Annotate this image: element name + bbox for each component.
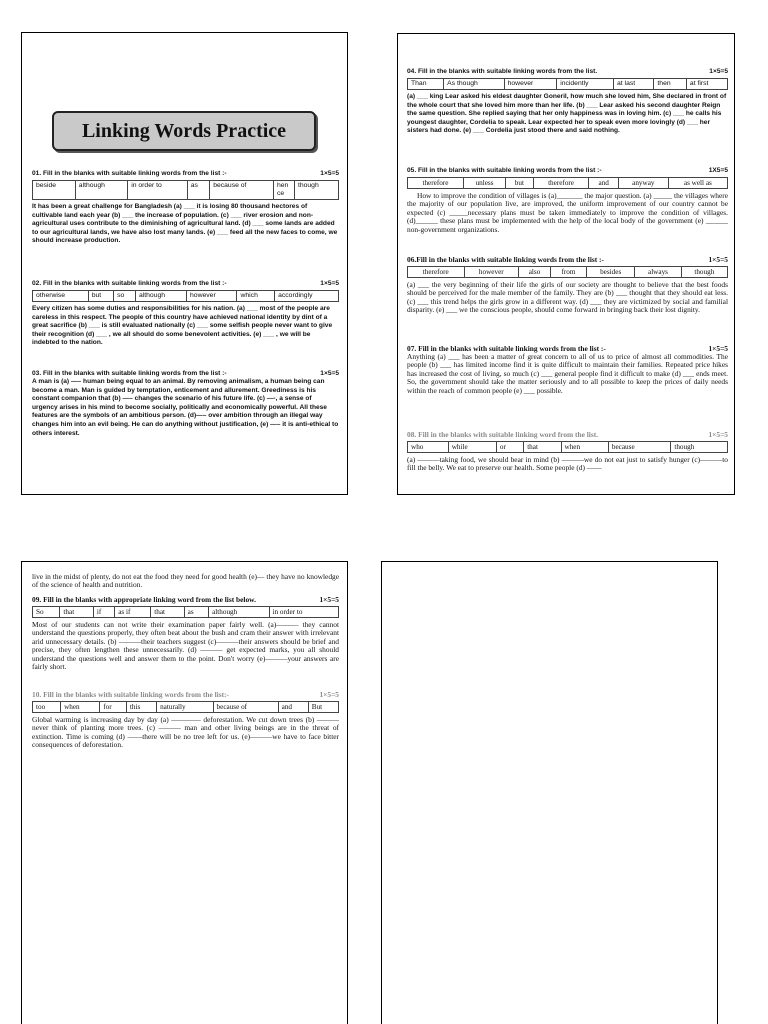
question-marks: 1×5=5 — [320, 280, 339, 287]
question-heading: 03. Fill in the blanks with suitable linking words from the list :- — [32, 370, 227, 377]
question-passage: A man is (a) —– human being equal to an animal. By removing animalism, a human being can become a man. Man is guided by temptation, enticement and allurement. Greediness is his constant companion that (b) —– changes the scenario of his future life. (c) —-, a sense of urgency arises in his mind to become socially, politically and economically powerful. All these features are the symbols of an ambitious person. (d)—– over ambition through an illegal way changes him into an evil being. He can do anything without justification, (e) —– it is anti-ethical to others interest. — [32, 378, 339, 437]
word-list-table — [32, 290, 339, 302]
word-list-table — [407, 177, 728, 189]
word-cell: as if — [115, 607, 151, 618]
word-cell: however — [464, 267, 519, 278]
word-cell: at last — [614, 79, 654, 90]
question-passage: (a) ___ the very beginning of their life the girls of our society are thought to believe that the best foods should be perceived for the male member of the family. They are (b) ___ thought that they should eat less. (c) ___ this trend helps the girls grow in a different way. (d) ___ they are victimized by social and familial disparity. (e) ___ we the conscious people, should come forward in bringing back their lost dignity. — [407, 280, 728, 315]
word-cell: if — [93, 607, 114, 618]
word-cell: although — [209, 607, 269, 618]
word-cell: So — [33, 607, 60, 618]
document-page-4 — [381, 561, 718, 1024]
word-cell: besides — [586, 267, 634, 278]
question-3 — [32, 369, 339, 438]
word-cell: but — [88, 291, 113, 302]
question-passage: Every citizen has some duties and responsibilities for his nation. (a) ___ most of the people are careless in this respect. The people of this country have achieved national identity by dint of a great sacrifice (b) ___ is still evaluated nationally (c) ___ some selfish people never want to give their recognition (d) ___ , we all should do some benevolent activities. (e) ___ , we will be indebted to the nation. — [32, 305, 333, 347]
question-2 — [32, 279, 339, 348]
word-cell: in order to — [128, 181, 188, 200]
word-cell: although — [75, 181, 127, 200]
word-cell: so — [114, 291, 136, 302]
question-marks: 1×5=5 — [319, 690, 339, 699]
word-cell: therefore — [533, 178, 589, 189]
word-cell: naturally — [157, 702, 213, 713]
word-cell: however — [504, 79, 557, 90]
question-passage: Most of our students can not write their examination paper fairly well. (a)——— they cannot understand the questions properly, they often beat about the bush and cram their answer with irrelevant arid unnecessary details. (b) ———their teachers suggest (c)———their answers should be brief and precise, they often lengthen these unnecessarily. (d) ——— get expected marks, you all should understand the questions well and answer them to the point. Don't worry (e)———your answers are fairly short. — [32, 620, 339, 672]
question-passage: (a) ———taking food, we should bear in mind (b) ———we do not eat just to satisfy hunger (c)———to fill the belly. We eat to preserve our health. Some people (d) —— — [407, 455, 728, 473]
question-passage: Global warming is increasing day by day (a) ———— deforestation. We cut down trees (b) ———never think of planting more trees. (c) ——— man and other living beings are in the threat of extinction. Time is coming (d) ——there will be no tree left for us. (e)———we have to face bitter consequences of deforestation. — [32, 715, 339, 750]
document-page-3 — [21, 561, 348, 1024]
question-passage: (a) ___ king Lear asked his eldest daughter Goneril, how much she loved him, She declared in front of the whole court that she loved him more than her life. (b) ___ Lear asked his second daughter Reign the same question. She replied saying that her only happiness was in loving him. (c) ___ he calls his youngest daughter, Cordelia to speak. Lear expected her to speak even more lovingly (d) ___ her sisters had done. (e) ___ Cordelia just stood there and said nothing. — [407, 93, 727, 135]
word-cell: But — [308, 702, 338, 713]
question-marks: 1×5=5 — [320, 370, 339, 377]
question-9 — [32, 595, 339, 671]
word-cell: although — [135, 291, 186, 302]
word-cell: in order to — [269, 607, 338, 618]
word-cell: As though — [444, 79, 504, 90]
word-cell: but — [506, 178, 533, 189]
document-page-1 — [21, 32, 348, 495]
question-heading: 06.Fill in the blanks with suitable linking words from the list :- — [407, 255, 604, 264]
question-passage: live in the midst of plenty, do not eat the food they need for good health (e)— they have no knowledge of the science of health and nutrition. — [32, 572, 339, 590]
question-heading: 05. Fill in the blanks with suitable linking words from the list :- — [407, 167, 602, 174]
question-marks: 1×5=5 — [320, 170, 339, 177]
word-cell: also — [519, 267, 551, 278]
word-list-table — [32, 606, 339, 618]
question-marks: 1×5=5 — [708, 255, 728, 264]
word-cell: for — [100, 702, 127, 713]
word-cell: when — [61, 702, 100, 713]
word-cell: therefore — [408, 267, 465, 278]
question-1 — [32, 169, 339, 246]
word-cell: from — [550, 267, 586, 278]
word-cell: as — [187, 181, 209, 200]
word-list-table — [32, 701, 339, 713]
question-10 — [32, 690, 339, 750]
word-cell: anyway — [618, 178, 668, 189]
word-cell: that — [151, 607, 184, 618]
word-cell: otherwise — [33, 291, 89, 302]
word-cell: always — [635, 267, 681, 278]
question-heading: 09. Fill in the blanks with appropriate linking word from the list below. — [32, 595, 256, 604]
question-6 — [407, 255, 728, 315]
word-cell: as well as — [668, 178, 727, 189]
word-list-table — [32, 180, 339, 200]
page-title: Linking Words Practice — [52, 111, 316, 151]
word-cell: because — [608, 442, 670, 453]
word-list-table — [407, 266, 728, 278]
word-cell: accordingly — [275, 291, 339, 302]
question-marks: 1×5=5 — [319, 595, 339, 604]
word-cell: this — [126, 702, 156, 713]
question-5 — [407, 166, 728, 234]
question-8-continued — [32, 573, 339, 590]
question-marks: 1X5=5 — [708, 167, 728, 174]
question-4 — [407, 67, 728, 136]
word-cell: beside — [33, 181, 76, 200]
question-heading: 07. Fill in the blanks with suitable linking words from the list :- — [407, 344, 606, 353]
word-cell: who — [408, 442, 449, 453]
question-heading: 10. Fill in the blanks with suitable linking words from the list:- — [32, 690, 229, 699]
word-list-table — [407, 78, 728, 90]
question-passage: It has been a great challenge for Bangladesh (a) ___ it is losing 80 thousand hectores of cultivable land each year (b) ___ the increase of population. (c) ___ river erosion and non-agricultural uses contribute to the diminishing of agricultural land. (d) ___ some lands are added to our agricultural lands, we have also lost many lands. (e) ___ feed all the new faces to come, we should increase production. — [32, 203, 338, 245]
word-cell: therefore — [408, 178, 464, 189]
question-7 — [407, 344, 728, 395]
word-cell: because of — [210, 181, 274, 200]
word-cell: because of — [213, 702, 278, 713]
word-cell: though — [671, 442, 728, 453]
word-cell: at first — [686, 79, 727, 90]
word-cell: when — [561, 442, 608, 453]
word-list-table — [407, 441, 728, 453]
word-cell: while — [448, 442, 496, 453]
word-cell: though — [294, 181, 338, 200]
question-heading: 04. Fill in the blanks with suitable linking words from the list. — [407, 68, 598, 75]
word-cell: and — [278, 702, 308, 713]
question-marks: 1×5=5 — [708, 430, 728, 439]
word-cell: too — [33, 702, 61, 713]
question-heading: 08. Fill in the blanks with suitable linking word from the list. — [407, 430, 599, 439]
word-cell: however — [187, 291, 237, 302]
word-cell: incidently — [557, 79, 614, 90]
question-heading: 02. Fill in the blanks with suitable linking words from the list :- — [32, 280, 227, 287]
word-cell: Than — [408, 79, 444, 90]
document-page-2 — [397, 33, 735, 495]
word-cell: then — [654, 79, 687, 90]
word-cell: that — [524, 442, 561, 453]
word-cell: though — [681, 267, 727, 278]
word-cell: hence — [273, 181, 294, 200]
question-marks: 1×5=5 — [708, 344, 728, 353]
word-cell: that — [60, 607, 93, 618]
question-heading: 01. Fill in the blanks with suitable linking words from the list :- — [32, 170, 227, 177]
question-passage: How to improve the condition of villages is (a)_______ the major question. (a) _____ the villages where the majority of our population live, are improved, the uniform improvement of our country cannot be expected (c) _____necessary plans must be taken immediately to improve the condition of villages. (d)______ these plans must be implemented with the help of the local body of the government (e) ______ non-government organizations. — [407, 191, 728, 234]
word-cell: and — [589, 178, 618, 189]
question-marks: 1×5=5 — [709, 68, 728, 75]
word-cell: as — [184, 607, 208, 618]
question-passage: Anything (a) ___ has been a matter of great concern to all of us to price of almost all commodities. The people (b) ___ has limited income find it is quite difficult to maintain their families. Repeated price hikes has increased the cost of living, so much (c) ___ general people find it difficult to make (d) ___ ends meet. So, the government should take the matter seriously and to all possible to keep the prices of daily needs within the reach of common people (e) ___ possible. — [407, 352, 728, 395]
question-8 — [407, 430, 728, 473]
word-cell: unless — [463, 178, 505, 189]
word-cell: or — [496, 442, 523, 453]
word-cell: which — [237, 291, 275, 302]
